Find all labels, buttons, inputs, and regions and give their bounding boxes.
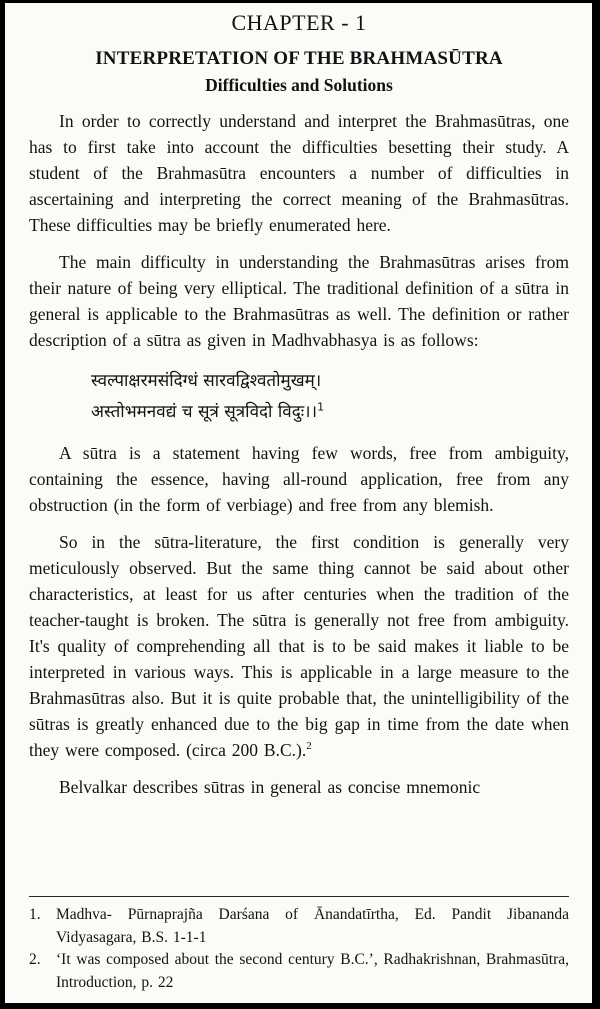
footnote-number: 2. [29,951,41,968]
verse-line-2-text: अस्तोभमनवद्यं च सूत्रं सूत्रविदो विदुः।। [91,402,318,422]
book-page [5,3,592,1003]
paragraph [29,440,569,518]
paragraph-text: In order to correctly understand and interpret the Brahmasūtras, one has to first take into account the difficulties besetting their study. A student of the Brahmasūtra encounters a number of difficulties in ascertaining and interpreting the correct meaning of the Brahmasūtras. These difficulties may be briefly enumerated here. [29,111,569,235]
footnote-text: ‘It was composed about the second century B.C.’, Radhakrishnan, Brahmasūtra, Introduction, p. 22 [56,951,569,991]
verse-line-2 [91,397,569,428]
footnote [29,949,569,994]
footnote-ref-1: 1 [317,400,325,414]
verse-line-1 [91,366,569,397]
paragraph [29,774,569,800]
paragraph [29,249,569,353]
paragraph [29,108,569,238]
page-subtitle: Difficulties and Solutions [205,75,393,95]
verse-line-1-text: स्वल्पाक्षरमसंदिग्धं सारवद्विश्वतोमुखम्। [91,371,322,391]
paragraph-text: Belvalkar describes sūtras in general as concise mnemonic [59,777,481,797]
footnote-text: Madhva- Pūrnaprajña Darśana of Ānandatīrtha, Ed. Pandit Jibananda Vidyasagara, B.S. 1-1-1 [56,906,569,946]
paragraph-text: The main difficulty in understanding the Brahmasūtras arises from their nature of being very elliptical. The traditional definition of a sūtra in general is applicable to the Brahmasūtras as well. The definition or rather description of a sūtra as given in Madhvabhasya is as follows: [29,252,569,350]
footnote-ref-2: 2 [306,740,312,753]
footnote-number: 1. [29,906,41,923]
sanskrit-verse [91,366,569,428]
chapter-heading: CHAPTER - 1 [231,10,367,35]
paragraph-text: A sūtra is a statement having few words, free from ambiguity, containing the essence, having all-round application, free from any obstruction (in the form of verbiage) and free from any blemish. [29,443,569,515]
footnotes-section [29,896,569,994]
page-title: INTERPRETATION OF THE BRAHMASŪTRA [95,48,503,69]
paragraph [29,529,569,763]
paragraph-text: So in the sūtra-literature, the first condition is generally very meticulously observed. But the same thing cannot be said about other characteristics, at least for us after centuries when the tradition of the teacher-taught is broken. The sūtra is generally not free from ambiguity. It's quality of comprehending all that is to be said makes it liable to be interpreted in various ways. This is applicable in a large measure to the Brahmasūtras also. But it is quite probable that, the unintelligibility of the sūtras is greatly enhanced due to the big gap in time from the date when they were composed. (circa 200 B.C.). [29,532,569,760]
footnote [29,904,569,949]
